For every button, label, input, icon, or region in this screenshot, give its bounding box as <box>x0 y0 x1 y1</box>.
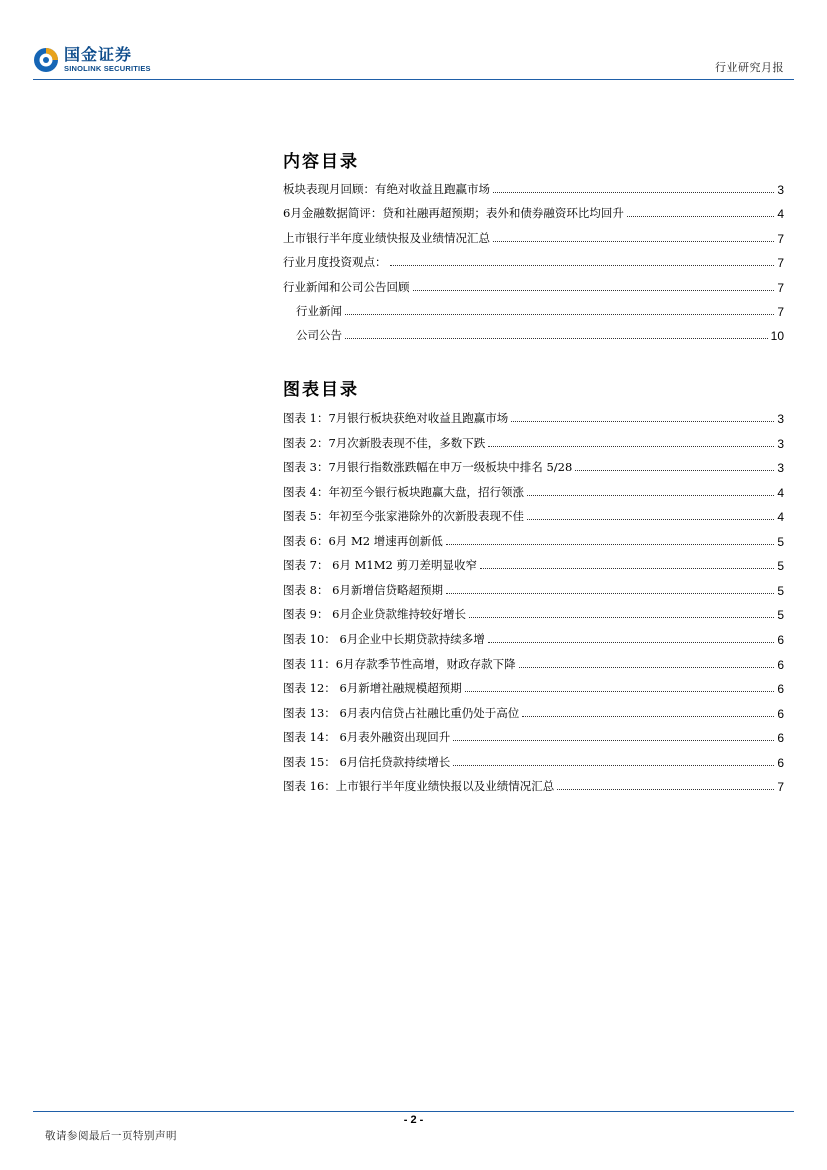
figure-entry[interactable] <box>283 580 784 598</box>
figure-entry[interactable] <box>283 506 784 524</box>
entry-page-number: 5 <box>777 608 784 623</box>
entry-label: 行业新闻和公司公告回顾 <box>283 279 410 294</box>
entry-page-number: 7 <box>777 280 784 295</box>
dot-leader <box>488 642 775 643</box>
dot-leader <box>511 421 774 422</box>
entry-page-number: 6 <box>777 731 784 746</box>
dot-leader <box>493 192 774 193</box>
page-header <box>0 0 827 82</box>
dot-leader <box>390 265 775 266</box>
entry-label: 图表 16：上市银行半年度业绩快报以及业绩情况汇总 <box>283 779 555 794</box>
toc-entry[interactable] <box>283 203 784 221</box>
toc-entry[interactable] <box>283 252 784 270</box>
page-number: - 2 - <box>403 1114 424 1126</box>
figure-entry[interactable] <box>283 555 784 573</box>
toc-entry[interactable] <box>283 277 784 295</box>
entry-label: 图表 9： 6月企业贷款维持较好增长 <box>283 607 466 622</box>
entry-page-number: 7 <box>777 305 784 319</box>
dot-leader <box>480 568 774 569</box>
toc-entry[interactable] <box>283 228 784 246</box>
dot-leader <box>519 667 775 668</box>
logo-chinese-name: 国金证券 <box>64 45 133 65</box>
entry-label: 图表 1：7月银行板块获绝对收益且跑赢市场 <box>283 411 509 425</box>
entry-label: 图表 12： 6月新增社融规模超预期 <box>283 681 462 696</box>
dot-leader <box>575 470 774 471</box>
dot-leader <box>522 716 774 717</box>
contents-title: 内容目录 <box>283 152 359 172</box>
dot-leader <box>446 544 775 545</box>
entry-page-number: 3 <box>777 461 784 476</box>
figure-entry[interactable] <box>283 604 784 622</box>
dot-leader <box>557 789 774 790</box>
figure-entry[interactable] <box>283 703 784 721</box>
toc-entry[interactable] <box>296 301 784 319</box>
dot-leader <box>488 446 774 447</box>
entry-label: 图表 7： 6月 M1M2 剪刀差明显收窄 <box>283 558 477 573</box>
entry-label: 行业月度投资观点： <box>283 255 387 270</box>
entry-page-number: 7 <box>777 780 784 795</box>
entry-page-number: 5 <box>777 534 784 549</box>
figure-entry[interactable] <box>283 629 784 647</box>
disclaimer-text: 敬请参阅最后一页特别声明 <box>45 1130 177 1142</box>
entry-label: 图表 10： 6月企业中长期贷款持续多增 <box>283 631 485 646</box>
figure-entry[interactable] <box>283 531 784 549</box>
entry-page-number: 6 <box>777 755 784 770</box>
entry-page-number: 6 <box>777 706 784 721</box>
sinolink-logo-icon <box>33 47 59 73</box>
entry-label: 图表 3：7月银行指数涨跌幅在申万一级板块中排名 5/28 <box>283 460 573 475</box>
report-type-label: 行业研究月报 <box>715 61 784 74</box>
entry-page-number: 7 <box>777 231 784 246</box>
figure-entry[interactable] <box>283 408 784 426</box>
dot-leader <box>527 519 774 520</box>
figure-entry[interactable] <box>283 457 784 475</box>
entry-label: 图表 2：7月次新股表现不佳，多数下跌 <box>283 435 486 450</box>
dot-leader <box>469 617 774 618</box>
entry-page-number: 5 <box>777 559 784 574</box>
entry-label: 图表 8： 6月新增信贷略超预期 <box>283 582 443 597</box>
figure-entry[interactable] <box>283 482 784 500</box>
figure-entry[interactable] <box>283 678 784 696</box>
figures-title: 图表目录 <box>283 380 359 400</box>
entry-label: 公司公告 <box>296 328 342 343</box>
entry-label: 6月金融数据简评：贷和社融再超预期；表外和债券融资环比均回升 <box>283 206 624 221</box>
toc-entry[interactable] <box>283 179 784 197</box>
entry-page-number: 3 <box>777 183 784 197</box>
entry-label: 图表 5：年初至今张家港除外的次新股表现不佳 <box>283 509 524 524</box>
figure-entry[interactable] <box>283 752 784 770</box>
company-logo <box>33 47 151 73</box>
entry-label: 图表 11：6月存款季节性高增，财政存款下降 <box>283 656 516 671</box>
logo-english-name: SINOLINK SECURITIES <box>64 64 151 74</box>
dot-leader <box>453 740 774 741</box>
entry-label: 图表 4：年初至今银行板块跑赢大盘，招行领涨 <box>283 484 524 499</box>
dot-leader <box>493 241 774 242</box>
entry-page-number: 6 <box>777 657 784 672</box>
entry-label: 图表 13： 6月表内信贷占社融比重仍处于高位 <box>283 705 520 720</box>
entry-label: 上市银行半年度业绩快报及业绩情况汇总 <box>283 230 490 245</box>
entry-page-number: 4 <box>777 207 784 222</box>
entry-page-number: 3 <box>777 412 784 426</box>
entry-page-number: 10 <box>770 329 784 344</box>
entry-label: 图表 15： 6月信托贷款持续增长 <box>283 754 451 769</box>
entry-label: 板块表现月回顾：有绝对收益且跑赢市场 <box>283 182 490 196</box>
entry-page-number: 4 <box>777 510 784 525</box>
entry-page-number: 6 <box>777 682 784 697</box>
entry-page-number: 4 <box>777 485 784 500</box>
entry-page-number: 3 <box>777 436 784 451</box>
dot-leader <box>527 495 774 496</box>
toc-entry[interactable] <box>296 325 784 343</box>
dot-leader <box>446 593 774 594</box>
entry-label: 图表 6：6月 M2 增速再创新低 <box>283 533 443 548</box>
figure-entry[interactable] <box>283 776 784 794</box>
dot-leader <box>453 765 774 766</box>
entry-page-number: 7 <box>777 256 784 271</box>
figure-entry[interactable] <box>283 654 784 672</box>
figure-entry[interactable] <box>283 433 784 451</box>
dot-leader <box>345 338 768 339</box>
entry-page-number: 5 <box>777 583 784 598</box>
header-divider <box>33 79 794 80</box>
dot-leader <box>627 216 774 217</box>
dot-leader <box>465 691 775 692</box>
figure-entry[interactable] <box>283 727 784 745</box>
footer-divider <box>33 1111 794 1112</box>
entry-page-number: 6 <box>777 632 784 647</box>
entry-label: 图表 14： 6月表外融资出现回升 <box>283 730 451 745</box>
dot-leader <box>413 290 775 291</box>
dot-leader <box>345 314 774 315</box>
entry-label: 行业新闻 <box>296 304 342 318</box>
